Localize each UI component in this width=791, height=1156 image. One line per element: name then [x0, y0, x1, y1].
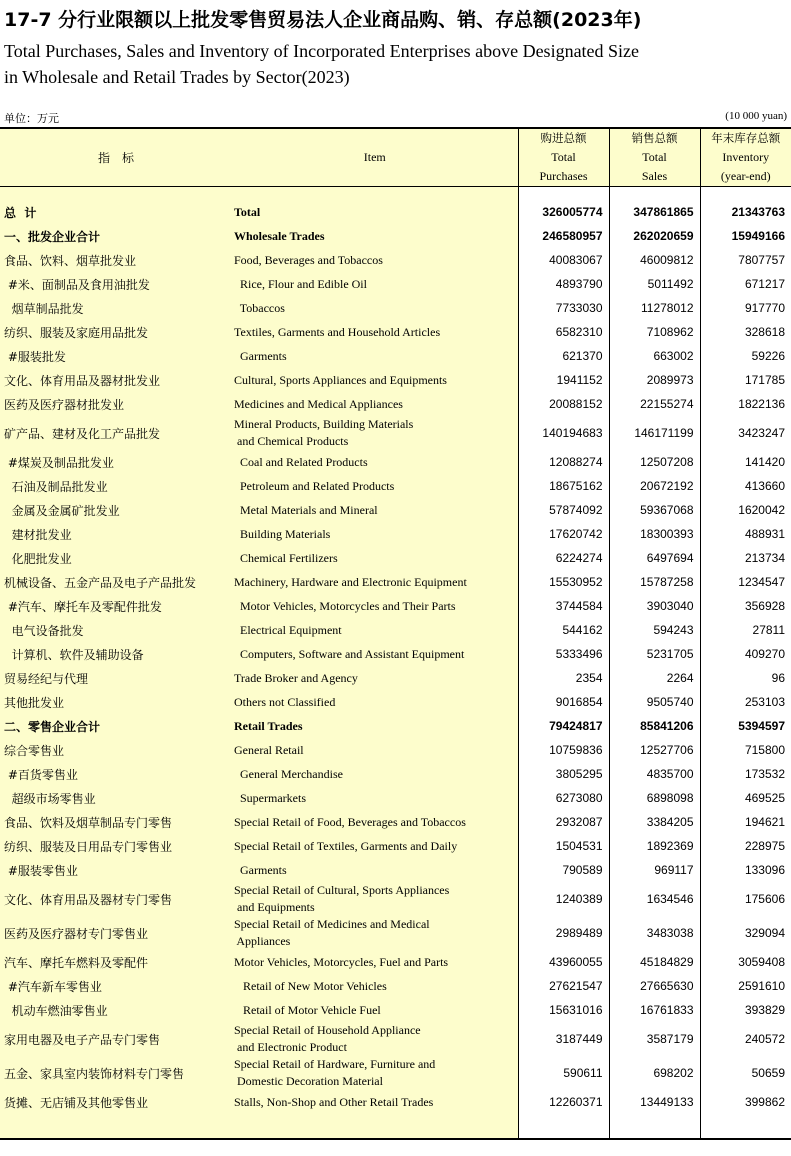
value-purchases: 2354: [518, 666, 609, 690]
table-row: [0, 786, 791, 810]
value-purchases: 6582310: [518, 320, 609, 344]
value-inventory: 228975: [700, 834, 791, 858]
value-purchases: 3744584: [518, 594, 609, 618]
value-sales: 12527706: [609, 738, 700, 762]
indicator-cn: 综合零售业: [0, 738, 232, 762]
item-en: [232, 666, 518, 690]
value-sales: 7108962: [609, 320, 700, 344]
item-en-line: Medicines and Medical Appliances: [234, 396, 403, 411]
item-en-line: Retail of Motor Vehicle Fuel: [234, 1002, 381, 1017]
value-inventory: 194621: [700, 810, 791, 834]
value-sales: 16761833: [609, 998, 700, 1022]
table-row: [0, 474, 791, 498]
value-sales: 146171199: [609, 416, 700, 450]
value-purchases: 790589: [518, 858, 609, 882]
table-row: [0, 546, 791, 570]
item-en: [232, 320, 518, 344]
value-purchases: 12260371: [518, 1090, 609, 1114]
item-en: [232, 786, 518, 810]
header-sales-cn: 销售总额: [631, 131, 678, 145]
header-purchases-cn: 购进总额: [540, 131, 587, 145]
value-purchases: 27621547: [518, 974, 609, 998]
table-row: [0, 522, 791, 546]
table-row: [0, 368, 791, 392]
item-en: [232, 690, 518, 714]
item-en-line: Special Retail of Textiles, Garments and Daily: [234, 838, 458, 853]
value-sales: 3903040: [609, 594, 700, 618]
item-en-line: Tobaccos: [234, 300, 285, 315]
item-en: [232, 570, 518, 594]
value-purchases: 10759836: [518, 738, 609, 762]
item-en-line: Garments: [234, 348, 287, 363]
header-item: Item: [232, 128, 518, 187]
indicator-cn: 食品、饮料及烟草制品专门零售: [0, 810, 232, 834]
value-purchases: 79424817: [518, 714, 609, 738]
item-en: [232, 950, 518, 974]
item-en-line: Special Retail of Cultural, Sports Appliances: [234, 883, 450, 897]
unit-label-en: (10 000 yuan): [725, 110, 787, 122]
indicator-cn: 矿产品、建材及化工产品批发: [0, 416, 232, 450]
table-row: [0, 1090, 791, 1114]
value-inventory: 5394597: [700, 714, 791, 738]
value-inventory: 393829: [700, 998, 791, 1022]
value-inventory: 50659: [700, 1056, 791, 1090]
table-row: [0, 690, 791, 714]
value-sales: 22155274: [609, 392, 700, 416]
value-sales: 663002: [609, 344, 700, 368]
item-en-line: Electrical Equipment: [234, 622, 342, 637]
table-bottom-rule: [0, 1114, 791, 1139]
item-en: [232, 998, 518, 1022]
table-row: [0, 974, 791, 998]
item-en: [232, 416, 518, 450]
indicator-cn: 二、零售企业合计: [0, 714, 232, 738]
item-en-line: Chemical Fertilizers: [234, 550, 338, 565]
item-en-line: Cultural, Sports Appliances and Equipments: [234, 372, 447, 387]
item-en: [232, 296, 518, 320]
indicator-cn: 总 计: [0, 200, 232, 224]
value-sales: 3384205: [609, 810, 700, 834]
value-sales: 59367068: [609, 498, 700, 522]
item-en: [232, 642, 518, 666]
item-en-line: and Equipments: [234, 900, 315, 914]
value-purchases: 544162: [518, 618, 609, 642]
value-sales: 4835700: [609, 762, 700, 786]
value-inventory: 3423247: [700, 416, 791, 450]
unit-label-cn: 单位：万元: [4, 112, 59, 125]
header-indicator: 指 标: [0, 128, 232, 187]
indicator-cn: 化肥批发业: [0, 546, 232, 570]
table-row: [0, 810, 791, 834]
item-en-line: Appliances: [234, 934, 291, 948]
value-purchases: 4893790: [518, 272, 609, 296]
item-en: [232, 834, 518, 858]
value-inventory: 253103: [700, 690, 791, 714]
table-header-row: [0, 128, 791, 187]
value-inventory: 96: [700, 666, 791, 690]
value-inventory: 21343763: [700, 200, 791, 224]
value-inventory: 173532: [700, 762, 791, 786]
value-purchases: 590611: [518, 1056, 609, 1090]
table-row: [0, 570, 791, 594]
value-sales: 1892369: [609, 834, 700, 858]
table-row: [0, 416, 791, 450]
value-purchases: 1504531: [518, 834, 609, 858]
item-en: [232, 762, 518, 786]
table-row: [0, 950, 791, 974]
item-en: [232, 450, 518, 474]
value-inventory: 3059408: [700, 950, 791, 974]
item-en: [232, 498, 518, 522]
value-sales: 9505740: [609, 690, 700, 714]
item-en-line: Special Retail of Food, Beverages and Tobaccos: [234, 814, 466, 829]
item-en: [232, 474, 518, 498]
indicator-cn: 机动车燃油零售业: [0, 998, 232, 1022]
item-en-line: Mineral Products, Building Materials: [234, 417, 414, 431]
statistics-table: [0, 127, 791, 1140]
value-sales: 262020659: [609, 224, 700, 248]
value-sales: 698202: [609, 1056, 700, 1090]
value-inventory: 356928: [700, 594, 791, 618]
value-purchases: 2932087: [518, 810, 609, 834]
value-purchases: 15631016: [518, 998, 609, 1022]
value-purchases: 2989489: [518, 916, 609, 950]
value-sales: 5011492: [609, 272, 700, 296]
item-en: [232, 522, 518, 546]
indicator-cn: #服装批发: [0, 344, 232, 368]
item-en-line: and Chemical Products: [234, 434, 349, 448]
item-en-line: Coal and Related Products: [234, 454, 368, 469]
header-inventory-en2: (year-end): [720, 169, 771, 183]
value-inventory: 15949166: [700, 224, 791, 248]
page-title-en-line2: in Wholesale and Retail Trades by Sector(2023): [4, 67, 350, 87]
value-purchases: 246580957: [518, 224, 609, 248]
item-en: [232, 368, 518, 392]
item-en-line: Petroleum and Related Products: [234, 478, 395, 493]
table-row: [0, 998, 791, 1022]
table-row: [0, 498, 791, 522]
value-sales: 20672192: [609, 474, 700, 498]
indicator-cn: 汽车、摩托车燃料及零配件: [0, 950, 232, 974]
item-en: [232, 858, 518, 882]
value-purchases: 6224274: [518, 546, 609, 570]
item-en-line: Retail of New Motor Vehicles: [234, 978, 387, 993]
table-row: [0, 248, 791, 272]
value-sales: 347861865: [609, 200, 700, 224]
table-row: [0, 916, 791, 950]
indicator-cn: #汽车新车零售业: [0, 974, 232, 998]
indicator-cn: 电气设备批发: [0, 618, 232, 642]
indicator-cn: 贸易经纪与代理: [0, 666, 232, 690]
table-row: [0, 858, 791, 882]
value-sales: 5231705: [609, 642, 700, 666]
indicator-cn: 超级市场零售业: [0, 786, 232, 810]
item-en-line: Special Retail of Medicines and Medical: [234, 917, 430, 931]
indicator-cn: #煤炭及制品批发业: [0, 450, 232, 474]
value-purchases: 9016854: [518, 690, 609, 714]
table-row: [0, 450, 791, 474]
table-row: [0, 738, 791, 762]
item-en: [232, 248, 518, 272]
table-row: [0, 714, 791, 738]
item-en-line: Building Materials: [234, 526, 331, 541]
value-inventory: 413660: [700, 474, 791, 498]
header-purchases: [518, 128, 609, 187]
indicator-cn: #服装零售业: [0, 858, 232, 882]
value-purchases: 17620742: [518, 522, 609, 546]
indicator-cn: 机械设备、五金产品及电子产品批发: [0, 570, 232, 594]
table-row: [0, 296, 791, 320]
value-inventory: 469525: [700, 786, 791, 810]
item-en: [232, 1056, 518, 1090]
value-purchases: 140194683: [518, 416, 609, 450]
item-en-line: Special Retail of Hardware, Furniture and: [234, 1057, 436, 1071]
value-inventory: 328618: [700, 320, 791, 344]
indicator-cn: 家用电器及电子产品专门零售: [0, 1022, 232, 1056]
indicator-cn: 计算机、软件及辅助设备: [0, 642, 232, 666]
value-inventory: 715800: [700, 738, 791, 762]
table-row: [0, 320, 791, 344]
header-inventory-cn: 年末库存总额: [711, 131, 781, 145]
item-en: [232, 974, 518, 998]
item-en: [232, 224, 518, 248]
table-row: [0, 594, 791, 618]
item-en-line: Food, Beverages and Tobaccos: [234, 252, 383, 267]
value-inventory: 671217: [700, 272, 791, 296]
value-sales: 6497694: [609, 546, 700, 570]
item-en: [232, 200, 518, 224]
value-purchases: 1941152: [518, 368, 609, 392]
item-en-line: Wholesale Trades: [234, 228, 325, 243]
indicator-cn: 石油及制品批发业: [0, 474, 232, 498]
item-en-line: and Electronic Product: [234, 1040, 347, 1054]
value-inventory: 171785: [700, 368, 791, 392]
item-en-line: Retail Trades: [234, 718, 303, 733]
value-inventory: 409270: [700, 642, 791, 666]
value-inventory: 488931: [700, 522, 791, 546]
value-sales: 12507208: [609, 450, 700, 474]
indicator-cn: 金属及金属矿批发业: [0, 498, 232, 522]
table-row: [0, 666, 791, 690]
value-sales: 27665630: [609, 974, 700, 998]
header-sales-en1: Total: [642, 150, 667, 164]
value-sales: 18300393: [609, 522, 700, 546]
value-inventory: 1822136: [700, 392, 791, 416]
item-en: [232, 1090, 518, 1114]
item-en-line: Textiles, Garments and Household Articles: [234, 324, 441, 339]
item-en-line: Motor Vehicles, Motorcycles, Fuel and Parts: [234, 954, 449, 969]
value-sales: 45184829: [609, 950, 700, 974]
indicator-cn: 纺织、服装及家庭用品批发: [0, 320, 232, 344]
value-sales: 13449133: [609, 1090, 700, 1114]
indicator-cn: 文化、体育用品及器材专门零售: [0, 882, 232, 916]
value-sales: 11278012: [609, 296, 700, 320]
value-sales: 85841206: [609, 714, 700, 738]
value-purchases: 40083067: [518, 248, 609, 272]
value-inventory: 141420: [700, 450, 791, 474]
item-en: [232, 392, 518, 416]
value-sales: 46009812: [609, 248, 700, 272]
value-sales: 3587179: [609, 1022, 700, 1056]
indicator-cn: 医药及医疗器材批发业: [0, 392, 232, 416]
item-en-line: Motor Vehicles, Motorcycles and Their Parts: [234, 598, 456, 613]
table-row: [0, 834, 791, 858]
header-inventory: [700, 128, 791, 187]
item-en-line: Metal Materials and Mineral: [234, 502, 378, 517]
value-sales: 594243: [609, 618, 700, 642]
indicator-cn: 五金、家具室内装饰材料专门零售: [0, 1056, 232, 1090]
value-purchases: 57874092: [518, 498, 609, 522]
value-purchases: 5333496: [518, 642, 609, 666]
page-title-cn: 17-7 分行业限额以上批发零售贸易法人企业商品购、销、存总额(2023年): [4, 9, 642, 31]
value-purchases: 3187449: [518, 1022, 609, 1056]
value-sales: 1634546: [609, 882, 700, 916]
item-en-line: Special Retail of Household Appliance: [234, 1023, 421, 1037]
value-inventory: 240572: [700, 1022, 791, 1056]
item-en: [232, 882, 518, 916]
item-en: [232, 1022, 518, 1056]
indicator-cn: 文化、体育用品及器材批发业: [0, 368, 232, 392]
page-title-en: [4, 38, 639, 90]
value-inventory: 7807757: [700, 248, 791, 272]
value-purchases: 1240389: [518, 882, 609, 916]
value-purchases: 20088152: [518, 392, 609, 416]
value-inventory: 133096: [700, 858, 791, 882]
value-inventory: 213734: [700, 546, 791, 570]
table-row: [0, 882, 791, 916]
table-row: [0, 618, 791, 642]
indicator-cn: 其他批发业: [0, 690, 232, 714]
value-inventory: 175606: [700, 882, 791, 916]
item-en: [232, 546, 518, 570]
item-en: [232, 810, 518, 834]
item-en: [232, 738, 518, 762]
indicator-cn: 医药及医疗器材专门零售业: [0, 916, 232, 950]
value-purchases: 7733030: [518, 296, 609, 320]
indicator-cn: 纺织、服装及日用品专门零售业: [0, 834, 232, 858]
value-inventory: 399862: [700, 1090, 791, 1114]
value-purchases: 43960055: [518, 950, 609, 974]
value-purchases: 621370: [518, 344, 609, 368]
item-en-line: Machinery, Hardware and Electronic Equipment: [234, 574, 467, 589]
table-row: [0, 1056, 791, 1090]
value-inventory: 329094: [700, 916, 791, 950]
value-purchases: 3805295: [518, 762, 609, 786]
item-en: [232, 916, 518, 950]
header-sales: [609, 128, 700, 187]
value-sales: 6898098: [609, 786, 700, 810]
spacer-row: [0, 187, 791, 201]
indicator-cn: 货摊、无店铺及其他零售业: [0, 1090, 232, 1114]
item-en: [232, 344, 518, 368]
table-row: [0, 224, 791, 248]
item-en-line: Trade Broker and Agency: [234, 670, 358, 685]
table-row: [0, 344, 791, 368]
item-en-line: Computers, Software and Assistant Equipment: [234, 646, 465, 661]
value-sales: 15787258: [609, 570, 700, 594]
value-purchases: 6273080: [518, 786, 609, 810]
indicator-cn: 建材批发业: [0, 522, 232, 546]
value-sales: 969117: [609, 858, 700, 882]
value-inventory: 1234547: [700, 570, 791, 594]
item-en-line: Garments: [234, 862, 287, 877]
value-purchases: 326005774: [518, 200, 609, 224]
header-purchases-en2: Purchases: [539, 169, 588, 183]
table-row: [0, 762, 791, 786]
item-en-line: Supermarkets: [234, 790, 306, 805]
header-purchases-en1: Total: [551, 150, 576, 164]
value-inventory: 2591610: [700, 974, 791, 998]
item-en-line: Others not Classified: [234, 694, 336, 709]
header-sales-en2: Sales: [641, 169, 668, 183]
item-en-line: General Retail: [234, 742, 304, 757]
value-sales: 2089973: [609, 368, 700, 392]
table-row: [0, 642, 791, 666]
table-row: [0, 272, 791, 296]
value-purchases: 15530952: [518, 570, 609, 594]
table-row: [0, 392, 791, 416]
table-row: [0, 1022, 791, 1056]
value-inventory: 27811: [700, 618, 791, 642]
item-en: [232, 594, 518, 618]
indicator-cn: #百货零售业: [0, 762, 232, 786]
value-purchases: 12088274: [518, 450, 609, 474]
value-purchases: 18675162: [518, 474, 609, 498]
indicator-cn: 烟草制品批发: [0, 296, 232, 320]
item-en-line: Domestic Decoration Material: [234, 1074, 383, 1088]
item-en-line: General Merchandise: [234, 766, 343, 781]
value-inventory: 917770: [700, 296, 791, 320]
value-inventory: 1620042: [700, 498, 791, 522]
indicator-cn: 一、批发企业合计: [0, 224, 232, 248]
indicator-cn: #汽车、摩托车及零配件批发: [0, 594, 232, 618]
item-en-line: Stalls, Non-Shop and Other Retail Trades: [234, 1094, 434, 1109]
value-sales: 2264: [609, 666, 700, 690]
item-en-line: Total: [234, 204, 261, 219]
table-row: [0, 200, 791, 224]
indicator-cn: 食品、饮料、烟草批发业: [0, 248, 232, 272]
item-en: [232, 714, 518, 738]
value-inventory: 59226: [700, 344, 791, 368]
page-title-en-line1: Total Purchases, Sales and Inventory of Incorporated Enterprises above Designated Size: [4, 41, 640, 61]
item-en: [232, 272, 518, 296]
item-en-line: Rice, Flour and Edible Oil: [234, 276, 367, 291]
value-sales: 3483038: [609, 916, 700, 950]
indicator-cn: #米、面制品及食用油批发: [0, 272, 232, 296]
item-en: [232, 618, 518, 642]
header-inventory-en1: Inventory: [722, 150, 770, 164]
